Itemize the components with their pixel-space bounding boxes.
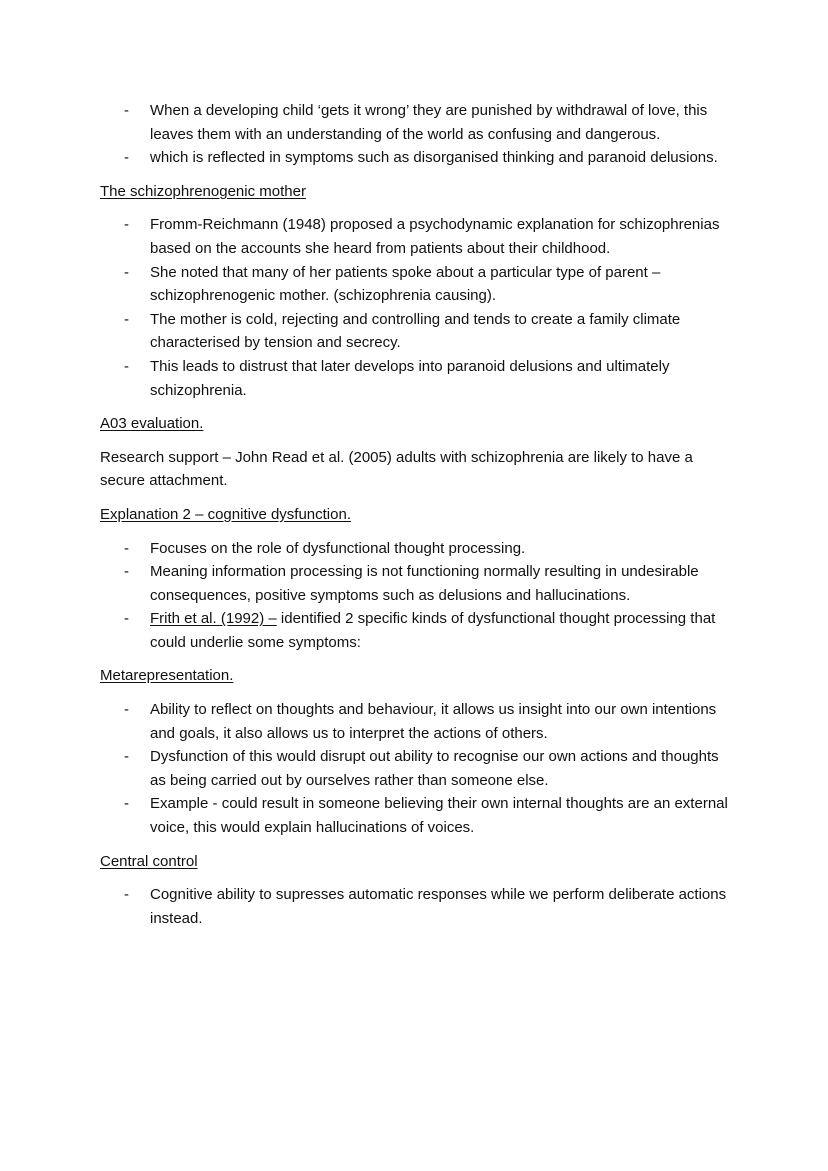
list-item xyxy=(100,745,738,792)
paragraph: Research support – John Read et al. (2005) adults with schizophrenia are likely to have a secure attachment. xyxy=(100,448,693,490)
list-item-text: Meaning information processing is not functioning normally resulting in undesirable consequences, positive symptoms such as delusions and hallucinations. xyxy=(150,563,699,604)
list-item xyxy=(100,308,738,355)
list-item xyxy=(100,146,738,170)
list-item-text: which is reflected in symptoms such as disorganised thinking and paranoid delusions. xyxy=(150,149,718,167)
list-item-text: The mother is cold, rejecting and controlling and tends to create a family climate characterised by tension and secrecy. xyxy=(150,310,681,352)
list-item-text: Focuses on the role of dysfunctional thought processing. xyxy=(150,539,526,557)
bullet-dash: - xyxy=(124,563,129,581)
bullet-dash: - xyxy=(124,357,129,375)
bullet-dash: - xyxy=(124,102,129,119)
bullet-dash: - xyxy=(124,149,129,167)
list-item-text: Ability to reflect on thoughts and behaviour, it allows us insight into our own intentions and goals, it also allows us to interpret the actions of others. xyxy=(150,701,717,742)
list-item xyxy=(100,698,738,745)
list-item-text: This leads to distrust that later develops into paranoid delusions and ultimately schizophrenia. xyxy=(150,357,670,399)
section-heading: Central control xyxy=(100,852,198,870)
bullet-dash: - xyxy=(124,701,129,719)
bullet-list xyxy=(100,537,738,655)
list-item xyxy=(100,560,738,607)
list-item-text: identified 2 specific kinds of dysfunctional thought processing that could underlie some symptoms: xyxy=(150,610,716,651)
bullet-list xyxy=(100,99,738,170)
bullet-dash: - xyxy=(124,610,129,628)
list-item xyxy=(100,792,738,839)
list-item-text: Dysfunction of this would disrupt out ability to recognise our own actions and thoughts as being carried out by ourselves rather than someone else. xyxy=(150,748,719,789)
section-heading: A03 evaluation. xyxy=(100,415,204,433)
list-item-text: When a developing child ‘gets it wrong’ they are punished by withdrawal of love, this leaves them with an understanding of the world as confusing and dangerous. xyxy=(150,102,708,143)
list-item xyxy=(100,537,738,561)
bullet-dash: - xyxy=(124,310,129,328)
list-item xyxy=(100,607,738,654)
list-item xyxy=(100,883,738,930)
bullet-dash: - xyxy=(124,539,129,557)
section-heading: Explanation 2 – cognitive dysfunction. xyxy=(100,505,351,523)
bullet-dash: - xyxy=(124,795,129,813)
section-heading: The schizophrenogenic mother xyxy=(100,182,306,200)
bullet-dash: - xyxy=(124,748,129,766)
bullet-list xyxy=(100,213,738,402)
list-item-text: Example - could result in someone believing their own internal thoughts are an external voice, this would explain hallucinations of voices. xyxy=(150,795,728,837)
list-item-text: Cognitive ability to supresses automatic responses while we perform deliberate actions instead. xyxy=(150,886,727,927)
citation-underlined: Frith et al. (1992) – xyxy=(150,610,277,628)
bullet-list xyxy=(100,698,738,840)
list-item-text: She noted that many of her patients spoke about a particular type of parent – schizophrenogenic mother. (schizophrenia causing). xyxy=(150,263,661,305)
section-heading: Metarepresentation. xyxy=(100,667,234,685)
list-item xyxy=(100,99,738,146)
list-item xyxy=(100,213,738,260)
list-item-text: Fromm-Reichmann (1948) proposed a psychodynamic explanation for schizophrenias based on the accounts she heard from patients about their childhood. xyxy=(150,216,720,257)
bullet-list xyxy=(100,883,738,930)
list-item xyxy=(100,355,738,402)
list-item xyxy=(100,261,738,308)
bullet-dash: - xyxy=(124,216,129,234)
bullet-dash: - xyxy=(124,886,129,904)
bullet-dash: - xyxy=(124,263,129,281)
